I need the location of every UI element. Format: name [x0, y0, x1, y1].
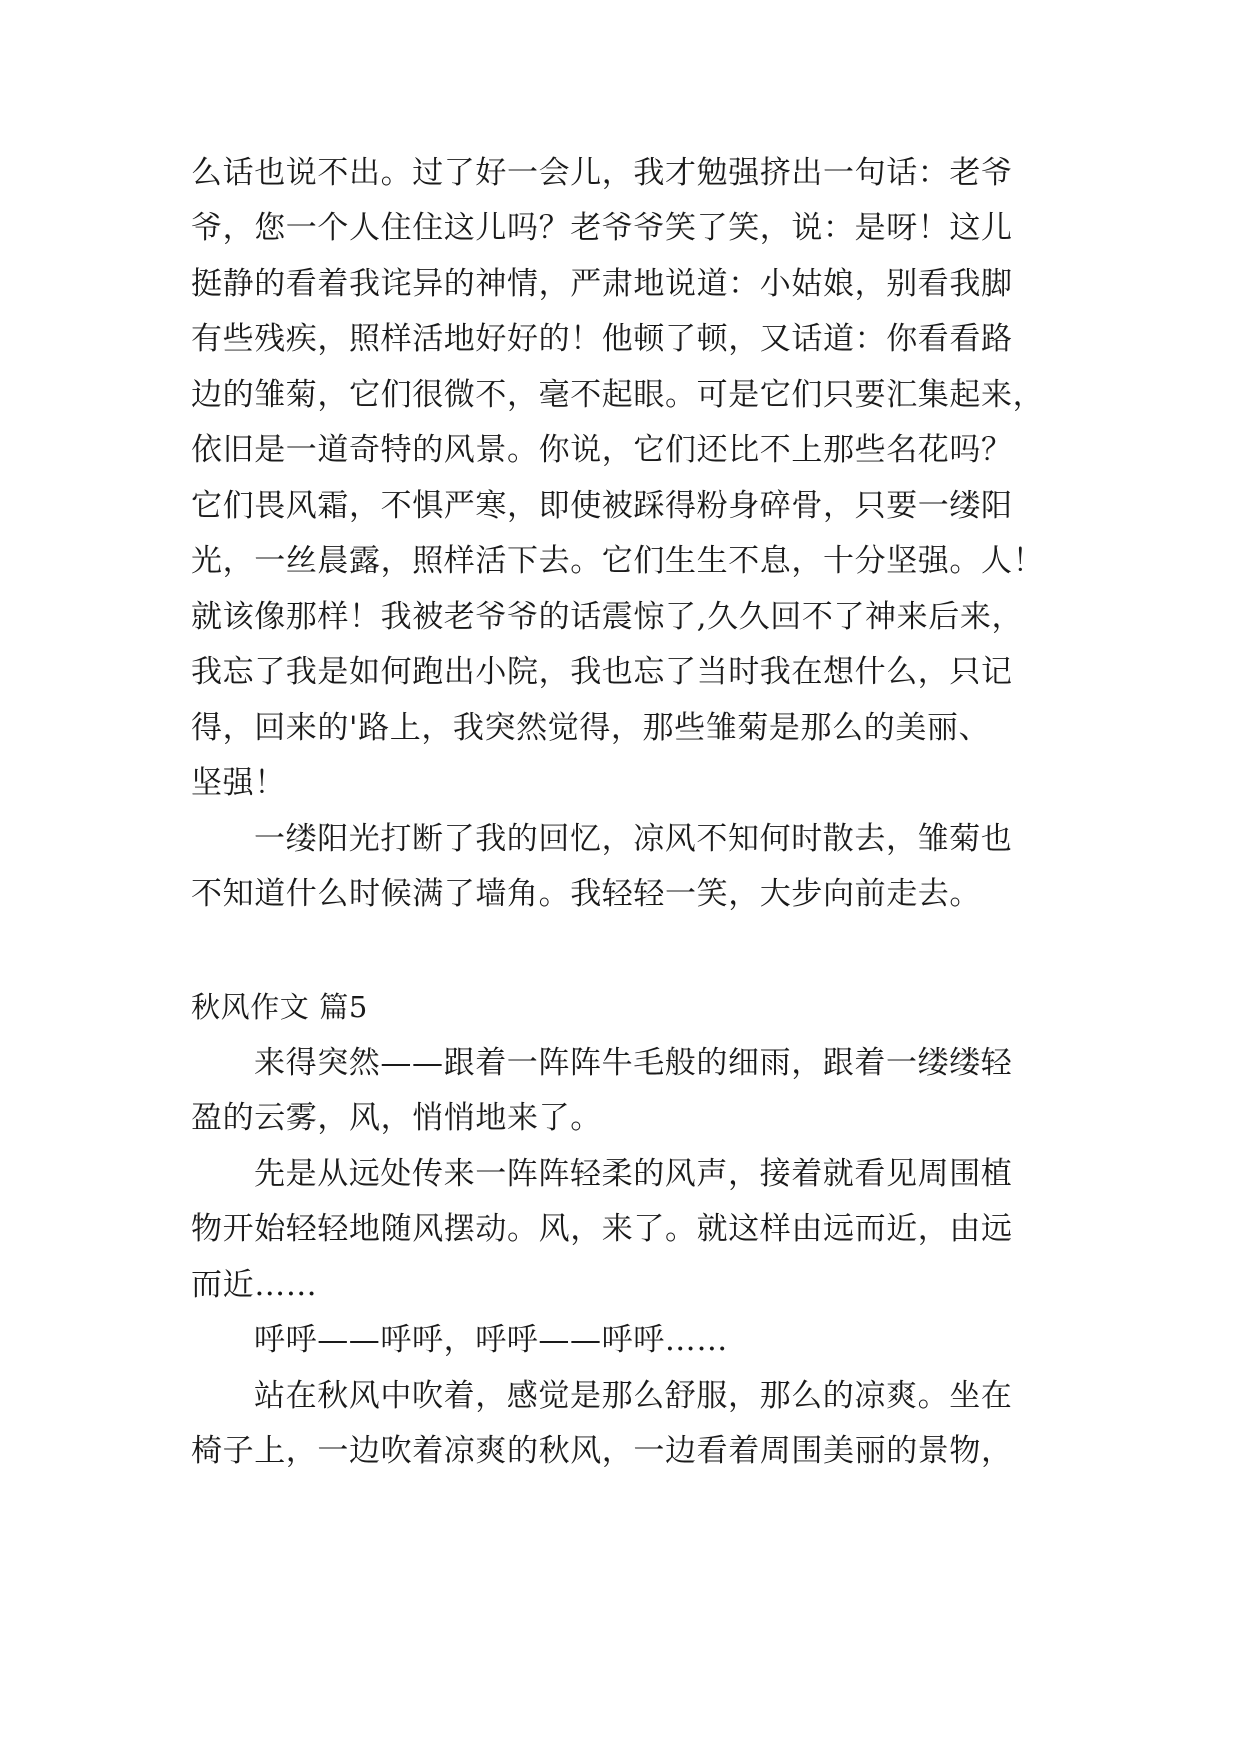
text-line: 物开始轻轻地随风摆动。风，来了。就这样由远而近，由远 — [191, 1211, 1013, 1247]
text-line: 坚强！ — [191, 765, 286, 801]
text-line: 边的雏菊，它们很微不，毫不起眼。可是它们只要汇集起来， — [191, 377, 1045, 413]
paragraph-first-line: 站在秋风中吹着，感觉是那么舒服，那么的凉爽。坐在 — [254, 1378, 1013, 1414]
paragraph-first-line: 来得突然——跟着一阵阵牛毛般的细雨，跟着一缕缕轻 — [254, 1045, 1013, 1081]
text-line: 得，回来的'路上，我突然觉得，那些雏菊是那么的美丽、 — [191, 710, 991, 746]
text-line: 就该像那样！我被老爷爷的话震惊了,久久回不了神来后来， — [191, 599, 1024, 635]
text-line: 它们畏风霜，不惧严寒，即使被踩得粉身碎骨，只要一缕阳 — [191, 488, 1013, 524]
text-line: 依旧是一道奇特的风景。你说，它们还比不上那些名花吗？ — [191, 432, 1013, 468]
text-line: 挺静的看着我诧异的神情，严肃地说道：小姑娘，别看我脚 — [191, 266, 1013, 302]
paragraph-first-line: 先是从远处传来一阵阵轻柔的风声，接着就看见周围植 — [254, 1156, 1013, 1192]
text-line: 有些残疾，照样活地好好的！他顿了顿，又话道：你看看路 — [191, 321, 1013, 357]
section-heading: 秋风作文 篇5 — [191, 990, 368, 1024]
text-line: 椅子上，一边吹着凉爽的秋风，一边看着周围美丽的景物， — [191, 1433, 1013, 1469]
text-line: 么话也说不出。过了好一会儿，我才勉强挤出一句话：老爷 — [191, 155, 1013, 191]
text-line: 光，一丝晨露，照样活下去。它们生生不息，十分坚强。人！ — [191, 543, 1045, 579]
text-line: 爷，您一个人住住这儿吗？老爷爷笑了笑，说：是呀！这儿 — [191, 210, 1013, 246]
text-line: 盈的云雾，风，悄悄地来了。 — [191, 1100, 602, 1136]
paragraph-first-line: 呼呼——呼呼，呼呼——呼呼…… — [254, 1322, 728, 1358]
text-line: 我忘了我是如何跑出小院，我也忘了当时我在想什么，只记 — [191, 654, 1013, 690]
text-line: 而近…… — [191, 1267, 318, 1303]
text-line: 不知道什么时候满了墙角。我轻轻一笑，大步向前走去。 — [191, 876, 981, 912]
paragraph-first-line: 一缕阳光打断了我的回忆，凉风不知何时散去，雏菊也 — [254, 821, 1013, 857]
